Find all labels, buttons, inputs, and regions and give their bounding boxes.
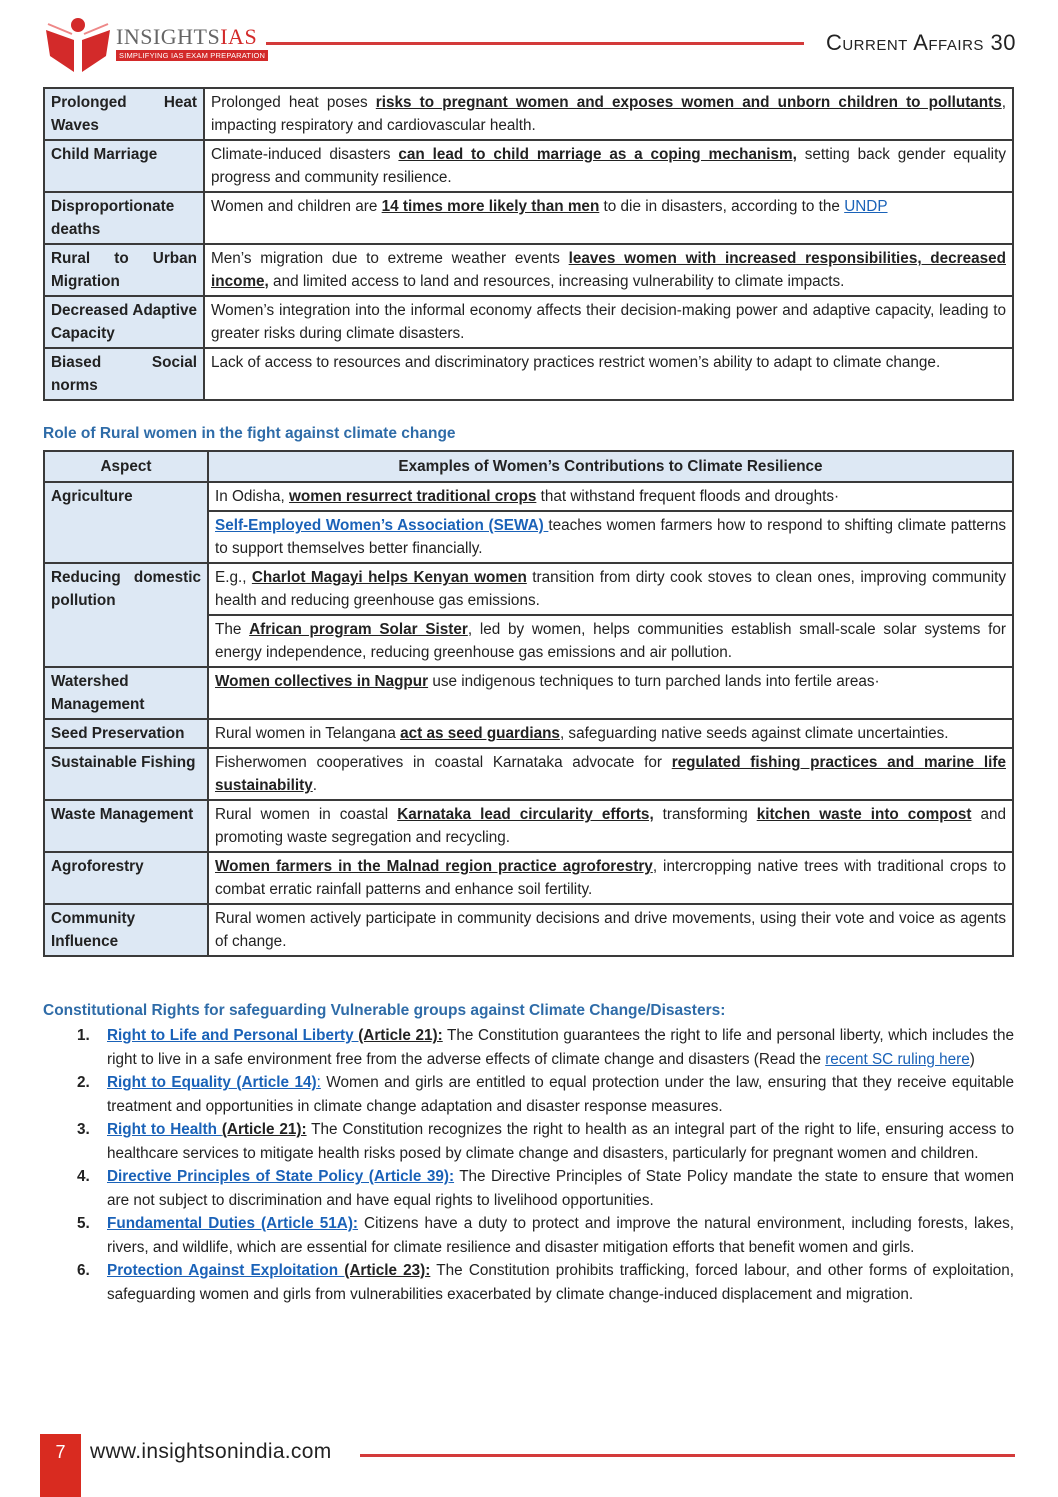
table-row xyxy=(44,800,1013,852)
table-row xyxy=(44,719,1013,748)
aspect-label: Sustainable Fishing xyxy=(44,748,208,800)
row-label: Decreased Adaptive Capacity xyxy=(44,296,204,348)
open-book-person-icon xyxy=(44,16,112,72)
emphasized-text: African program Solar Sister xyxy=(249,621,468,638)
hyperlink[interactable]: Directive Principles of State Policy (Article 39): xyxy=(107,1168,455,1185)
emphasized-text: Women collectives in Nagpur xyxy=(215,673,429,690)
emphasized-text: Women farmers in the Malnad region practice agroforestry xyxy=(215,858,653,875)
aspect-label: Watershed Management xyxy=(44,667,208,719)
issue-title: Current Affairs 30 xyxy=(825,30,1016,55)
emphasized-text: can lead to child marriage as a coping mechanism, xyxy=(398,146,797,163)
example-cell xyxy=(208,852,1013,904)
table-row xyxy=(44,667,1013,719)
example-cell xyxy=(208,748,1013,800)
aspect-label: Agriculture xyxy=(44,482,208,563)
column-header-examples: Examples of Women’s Contributions to Climate Resilience xyxy=(208,451,1013,482)
insightsias-logo[interactable] xyxy=(44,16,266,72)
row-description xyxy=(204,348,1013,400)
body-text: and promoting waste segregation and recycling. xyxy=(215,806,1006,846)
body-text: Rural women actively participate in community decisions and drive movements, using their vote and voice as agents of change. xyxy=(215,910,1006,950)
list-number: 2. xyxy=(77,1074,90,1091)
body-text: , impacting respiratory and cardiovascular health. xyxy=(211,94,1006,134)
body-text: use indigenous techniques to turn parched lands into fertile areas· xyxy=(428,673,880,690)
example-cell xyxy=(208,615,1013,667)
emphasized-text: Charlot Magayi helps Kenyan women xyxy=(251,569,527,586)
emphasized-text: leaves women with increased responsibilities, decreased income, xyxy=(211,250,1006,290)
row-description xyxy=(204,88,1013,140)
body-text: Prolonged heat poses xyxy=(211,94,376,111)
body-text: to die in disasters, according to the xyxy=(599,198,845,215)
section-heading-constitutional-rights: Constitutional Rights for safeguarding Vulnerable groups against Climate Change/Disasters: xyxy=(43,1002,726,1019)
logo-wordmark: INSIGHTSIAS xyxy=(116,24,258,49)
table-row xyxy=(44,563,1013,615)
row-description xyxy=(204,244,1013,296)
row-description xyxy=(204,192,1013,244)
example-cell xyxy=(208,511,1013,563)
table-row xyxy=(44,88,1013,140)
aspect-label: Community Influence xyxy=(44,904,208,956)
table-row xyxy=(44,348,1013,400)
body-text: Rural women in Telangana xyxy=(215,725,401,742)
body-text: Women and girls are entitled to equal protection under the law, ensuring that they receive equitable treatment and opportunities in climate change adaptation and disaster response measures. xyxy=(107,1074,1014,1115)
section-heading-rural-women: Role of Rural women in the fight against climate change xyxy=(43,425,456,442)
hyperlink[interactable]: Right to Health xyxy=(107,1121,222,1138)
row-description xyxy=(204,140,1013,192)
emphasized-text: kitchen waste into compost xyxy=(756,806,972,823)
table-row xyxy=(44,192,1013,244)
aspect-label: Reducing domestic pollution xyxy=(44,563,208,667)
example-cell xyxy=(208,563,1013,615)
body-text: Women and children are xyxy=(211,198,382,215)
hyperlink[interactable]: UNDP xyxy=(844,198,888,215)
body-text: Citizens have a duty to protect and improve the natural environment, including forests, lakes, rivers, and wildlife, which are essential for climate resilience and disaster mitigation efforts that benefit women and girls. xyxy=(107,1215,1014,1256)
body-text: The Directive Principles of State Policy mandate the state to ensure that women are not subject to discrimination and have equal rights to livelihood opportunities. xyxy=(107,1168,1014,1209)
aspect-label: Agroforestry xyxy=(44,852,208,904)
body-text: The Constitution prohibits trafficking, forced labour, and other forms of exploitation, safeguarding women and girls from vulnerabilities exacerbated by climate change-induced displacement and migration. xyxy=(107,1262,1014,1303)
emphasized-text: (Article 21): xyxy=(221,1121,307,1138)
body-text: The xyxy=(215,621,250,638)
row-description xyxy=(204,296,1013,348)
table-row xyxy=(44,482,1013,511)
emphasized-text: act as seed guardians xyxy=(400,725,560,742)
constitutional-rights-list xyxy=(43,1024,1014,1306)
website-link[interactable]: www.insightsonindia.com xyxy=(90,1440,332,1463)
example-cell xyxy=(208,482,1013,511)
table-row xyxy=(44,852,1013,904)
body-text: E.g., xyxy=(215,569,252,586)
list-number: 4. xyxy=(77,1168,90,1185)
emphasized-text: risks to pregnant women and exposes women and unborn children to pollutants xyxy=(375,94,1002,111)
body-text: Fisherwomen cooperatives in coastal Karnataka advocate for xyxy=(215,754,672,771)
aspect-label: Seed Preservation xyxy=(44,719,208,748)
header-divider xyxy=(266,42,804,45)
table-row xyxy=(44,244,1013,296)
list-item xyxy=(43,1165,1014,1212)
row-label: Biased Social norms xyxy=(44,348,204,400)
body-text: , safeguarding native seeds against climate uncertainties. xyxy=(559,725,949,742)
hyperlink[interactable]: Right to Equality (Article 14) xyxy=(107,1074,317,1091)
page-number: 7 xyxy=(55,1442,66,1462)
impacts-table xyxy=(43,87,1014,401)
hyperlink[interactable]: Fundamental Duties (Article 51A): xyxy=(107,1215,359,1232)
list-item xyxy=(43,1118,1014,1165)
list-number: 1. xyxy=(77,1027,90,1044)
column-header-aspect: Aspect xyxy=(44,451,208,482)
list-item xyxy=(43,1071,1014,1118)
body-text: . xyxy=(312,777,318,794)
row-label: Disproportionate deaths xyxy=(44,192,204,244)
hyperlink[interactable]: : xyxy=(316,1074,321,1091)
list-number: 3. xyxy=(77,1121,90,1138)
body-text: Rural women in coastal xyxy=(215,806,398,823)
row-label: Child Marriage xyxy=(44,140,204,192)
body-text: In Odisha, xyxy=(215,488,289,505)
aspect-label: Waste Management xyxy=(44,800,208,852)
table-header-row xyxy=(44,451,1013,482)
emphasized-text: 14 times more likely than men xyxy=(381,198,600,215)
table-row xyxy=(44,140,1013,192)
body-text: ) xyxy=(969,1050,975,1068)
hyperlink[interactable]: Self-Employed Women’s Association (SEWA) xyxy=(215,517,549,534)
row-label: Prolonged Heat Waves xyxy=(44,88,204,140)
body-text: Men’s migration due to extreme weather events xyxy=(211,250,569,267)
emphasized-text: Karnataka lead circularity efforts, xyxy=(397,806,654,823)
emphasized-text: (Article 23): xyxy=(344,1262,431,1279)
body-text: Women’s integration into the informal economy affects their decision-making power and adaptive capacity, leading to greater risks during climate disasters. xyxy=(211,302,1006,342)
hyperlink[interactable]: Right to Life and Personal Liberty xyxy=(107,1027,359,1044)
body-text: , intercropping native trees with traditional crops to combat erratic rainfall patterns and enhance soil fertility. xyxy=(215,858,1006,898)
list-number: 6. xyxy=(77,1262,90,1279)
example-cell xyxy=(208,800,1013,852)
page-footer xyxy=(0,1430,1058,1497)
hyperlink[interactable]: recent SC ruling here xyxy=(825,1050,970,1068)
footer-divider xyxy=(360,1454,1015,1457)
example-cell xyxy=(208,719,1013,748)
table-row xyxy=(44,904,1013,956)
body-text: setting back gender equality progress and community resilience. xyxy=(211,146,1006,186)
example-cell xyxy=(208,667,1013,719)
logo-tagline: SIMPLIFYING IAS EXAM PREPARATION xyxy=(116,50,268,61)
emphasized-text: women resurrect traditional crops xyxy=(288,488,537,505)
list-item xyxy=(43,1212,1014,1259)
body-text: transition from dirty cook stoves to clean ones, improving community health and reducing greenhouse gas emissions. xyxy=(215,569,1006,609)
example-cell xyxy=(208,904,1013,956)
hyperlink[interactable]: Protection Against Exploitation xyxy=(107,1262,345,1279)
table-row xyxy=(44,296,1013,348)
emphasized-text: regulated fishing practices and marine life sustainability xyxy=(215,754,1006,794)
body-text: The Constitution recognizes the right to health as an integral part of the right to life, ensuring access to healthcare services to mitigate health risks posed by climate change and disasters, particularly for pregnant women and children. xyxy=(107,1121,1014,1162)
body-text: , led by women, helps communities establish small-scale solar systems for energy independence, reducing greenhouse gas emissions and air pollution. xyxy=(215,621,1007,661)
list-item xyxy=(43,1259,1014,1306)
body-text: Climate-induced disasters xyxy=(211,146,399,163)
emphasized-text: (Article 21): xyxy=(358,1027,443,1044)
table-row xyxy=(44,748,1013,800)
body-text: that withstand frequent floods and droughts· xyxy=(536,488,840,505)
list-item xyxy=(43,1024,1014,1071)
list-number: 5. xyxy=(77,1215,90,1232)
row-label: Rural to Urban Migration xyxy=(44,244,204,296)
body-text: transforming xyxy=(653,806,757,823)
body-text: and limited access to land and resources, increasing vulnerability to climate impacts. xyxy=(268,273,845,290)
page-header xyxy=(0,0,1058,80)
body-text: Lack of access to resources and discriminatory practices restrict women’s ability to adapt to climate change. xyxy=(211,354,941,371)
rural-women-table xyxy=(43,450,1014,957)
body-text: The Constitution guarantees the right to life and personal liberty, which includes the right to live in a safe environment free from the adverse effects of climate change and disasters (Read the xyxy=(107,1027,1014,1068)
body-text: teaches women farmers how to respond to shifting climate patterns to support themselves better financially. xyxy=(215,517,1006,557)
